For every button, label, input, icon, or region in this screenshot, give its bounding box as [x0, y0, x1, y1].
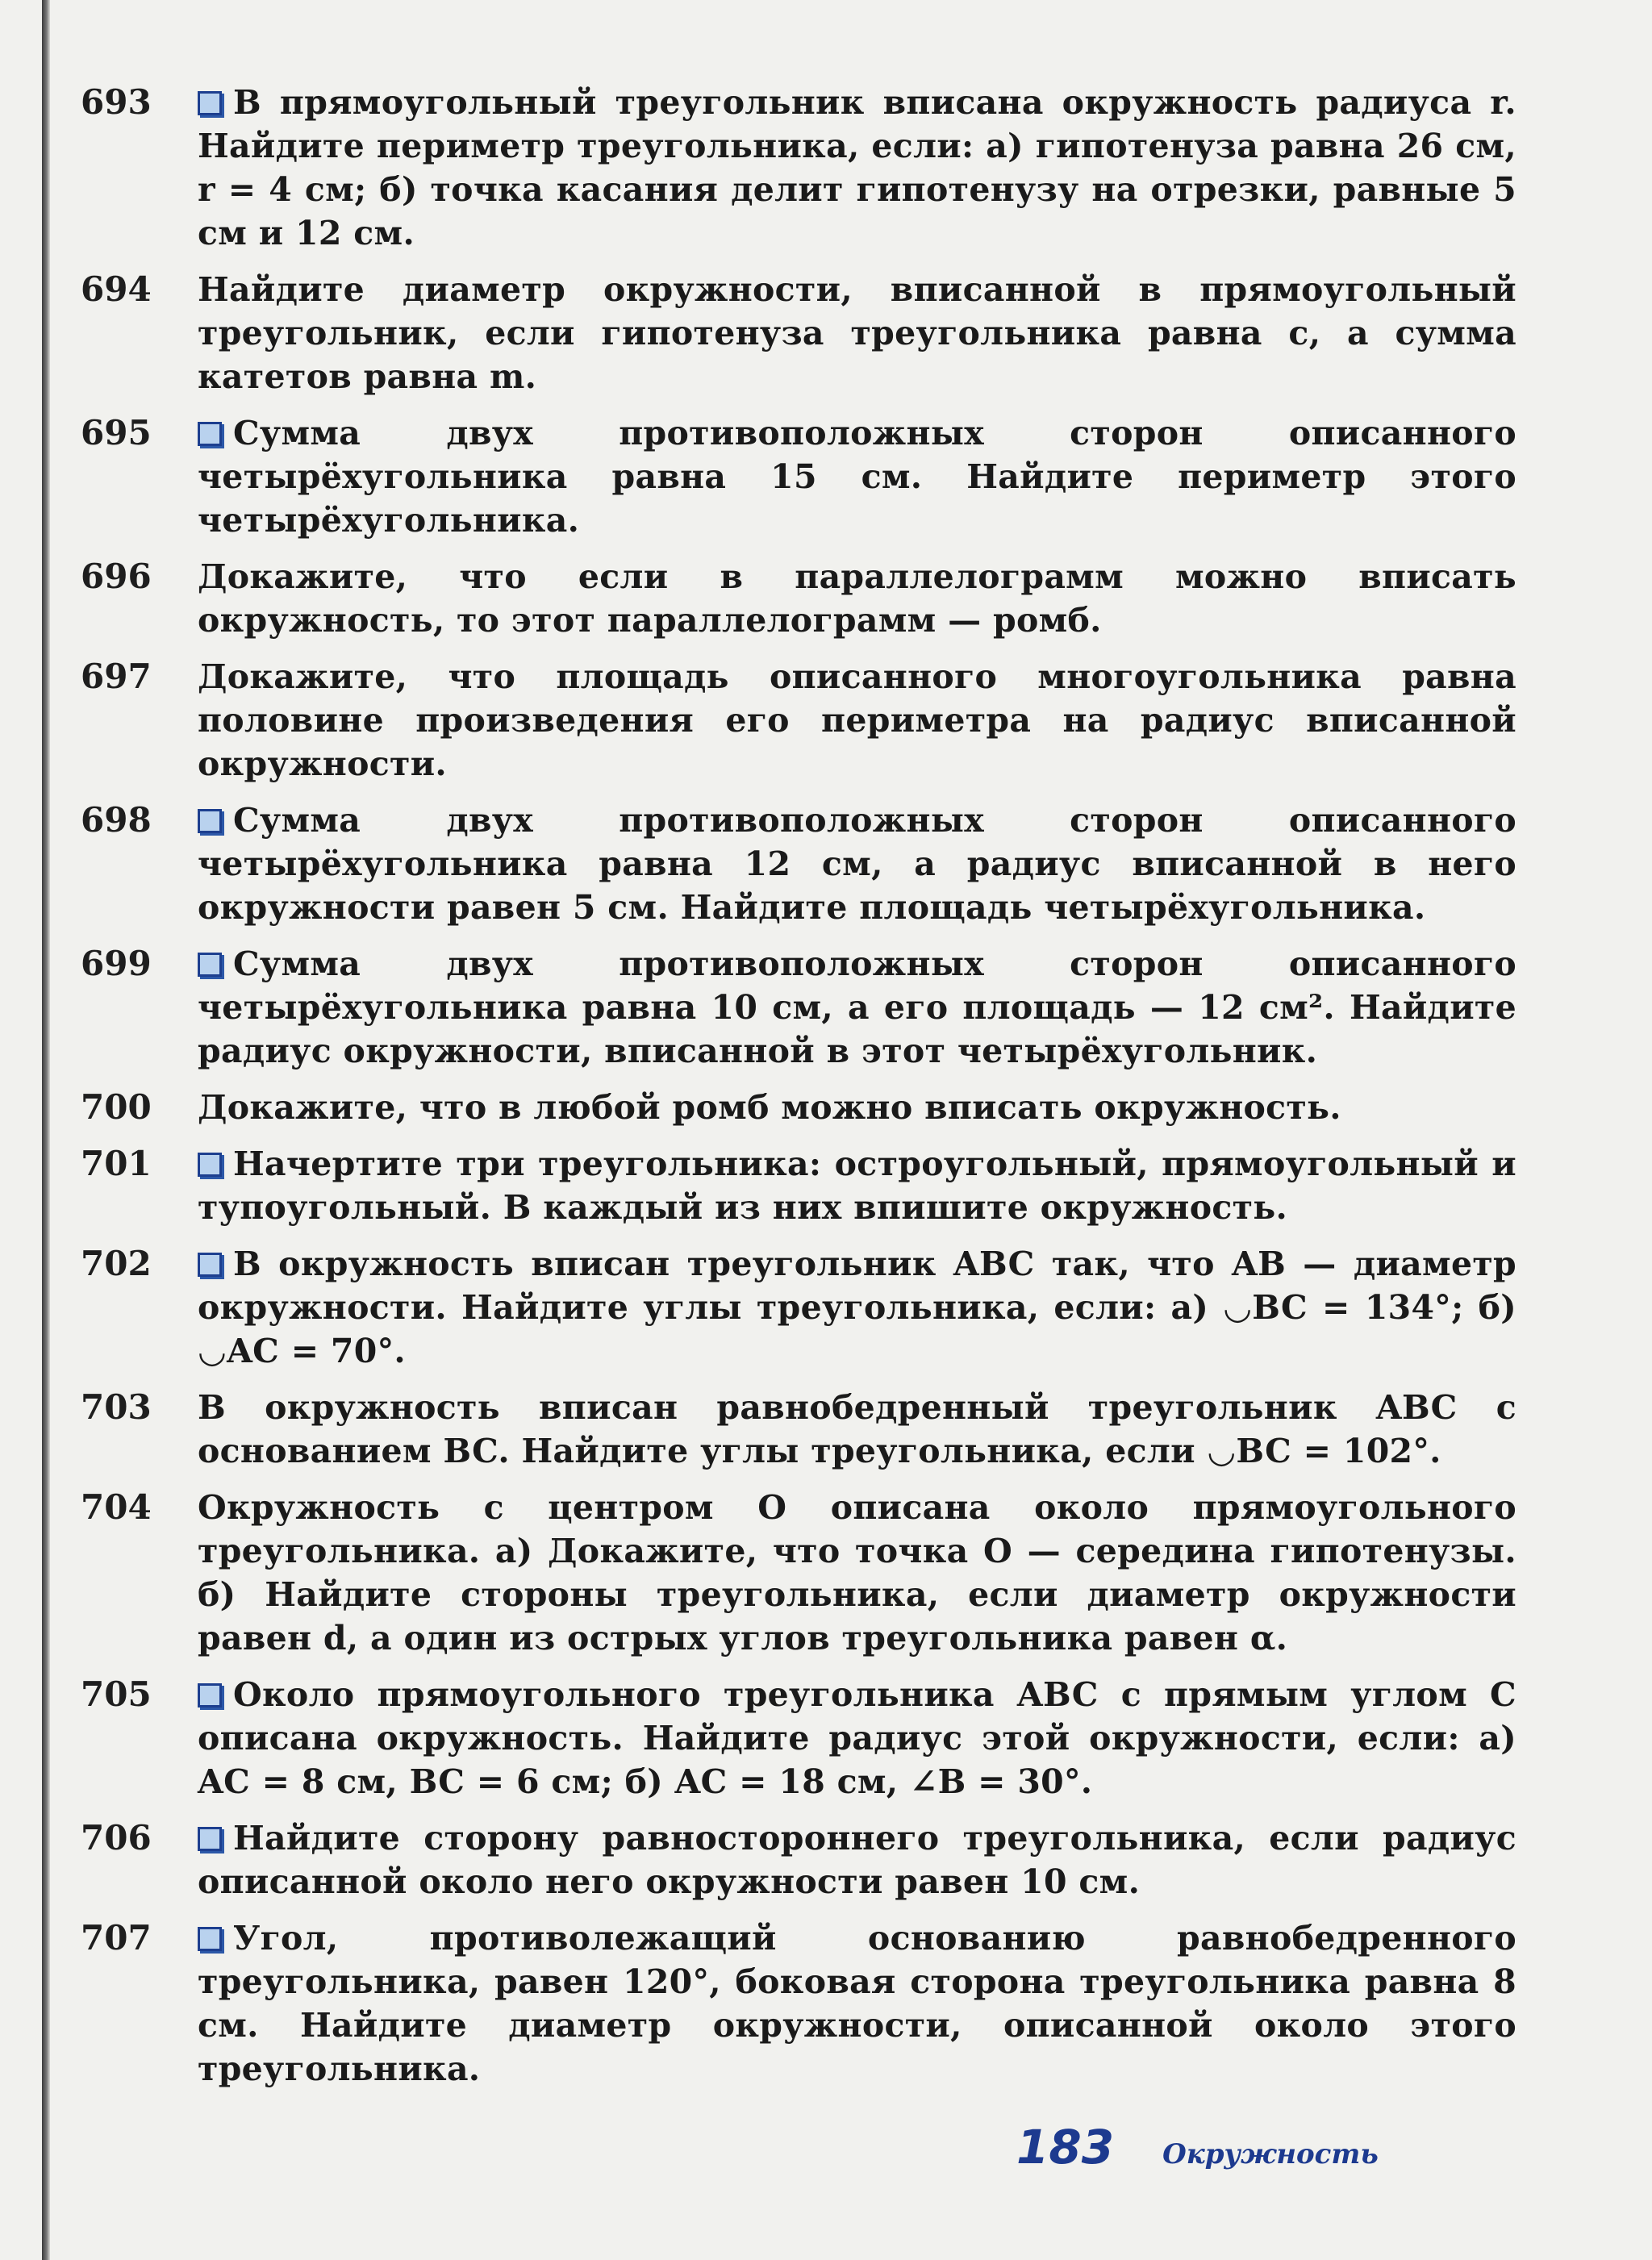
problem-text-block — [198, 81, 1516, 255]
problem-number: 701 — [81, 1144, 152, 1183]
problem-text-block — [198, 942, 1516, 1073]
task-marker-icon — [198, 953, 222, 977]
problem-text-block — [198, 1086, 1516, 1129]
problem-text-block — [198, 1486, 1516, 1660]
problem-text: Найдите диаметр окружности, вписанной в прямоугольный треугольник, если гипотенуза треугольника равна c, а сумма катетов равна m. — [198, 270, 1516, 396]
problem-number: 704 — [81, 1487, 152, 1527]
page-number: 183 — [1016, 2120, 1115, 2175]
running-head: Окружность — [1162, 2138, 1379, 2170]
problem-text: Окружность с центром O описана около прямоугольного треугольника. а) Докажите, что точка O — середина гипотенузы. б) Найдите стороны треугольника, если диаметр окружности равен d, а один из острых углов треугольника равен α. — [198, 1488, 1516, 1657]
page-footer — [1016, 2120, 1379, 2175]
task-marker-icon — [198, 1927, 222, 1951]
problem-text: Докажите, что в любой ромб можно вписать окружность. — [198, 1088, 1341, 1127]
problem-number: 695 — [81, 413, 152, 452]
problem-text: В окружность вписан треугольник ABC так, что AB — диаметр окружности. Найдите углы треугольника, если: а) ◡BC = 134°; б) ◡AC = 70°. — [198, 1245, 1516, 1370]
problem-number: 699 — [81, 944, 152, 983]
problem-text: Около прямоугольного треугольника ABC с прямым углом C описана окружность. Найдите радиус этой окружности, если: а) AC = 8 см, BC = 6 см; б) AC = 18 см, ∠B = 30°. — [198, 1675, 1516, 1801]
task-marker-icon — [198, 91, 222, 115]
problem-number: 697 — [81, 657, 152, 696]
problem-text: Угол, противолежащий основанию равнобедренного треугольника, равен 120°, боковая сторона треугольника равна 8 см. Найдите диаметр окружности, описанной около этого треугольника. — [198, 1919, 1516, 2088]
problem-text: Докажите, что если в параллелограмм можно вписать окружность, то этот параллелограмм — ромб. — [198, 557, 1516, 640]
problem-item — [81, 655, 1516, 786]
problem-text-block — [198, 1816, 1516, 1903]
task-marker-icon — [198, 422, 222, 446]
problem-item — [81, 555, 1516, 642]
problem-text-block — [198, 1386, 1516, 1473]
problem-number: 702 — [81, 1244, 152, 1283]
problem-number: 698 — [81, 800, 152, 840]
problem-number: 700 — [81, 1087, 152, 1127]
problem-item — [81, 799, 1516, 929]
problem-text: Сумма двух противоположных сторон описанного четырёхугольника равна 15 см. Найдите периметр этого четырёхугольника. — [198, 414, 1516, 540]
task-marker-icon — [198, 809, 222, 833]
problem-number: 706 — [81, 1818, 152, 1858]
problem-text: Сумма двух противоположных сторон описанного четырёхугольника равна 12 см, а радиус вписанной в него окружности равен 5 см. Найдите площадь четырёхугольника. — [198, 801, 1516, 927]
problem-text: Начертите три треугольника: остроугольный, прямоугольный и тупоугольный. В каждый из них впишите окружность. — [198, 1145, 1516, 1227]
problem-item — [81, 411, 1516, 542]
book-spine-edge — [42, 0, 50, 2260]
problem-text: Найдите сторону равностороннего треугольника, если радиус описанной около него окружности равен 10 см. — [198, 1819, 1516, 1901]
problem-item — [81, 1916, 1516, 2091]
problem-number: 693 — [81, 82, 152, 122]
problem-item — [81, 1486, 1516, 1660]
problem-text: Сумма двух противоположных сторон описанного четырёхугольника равна 10 см, а его площадь — 12 см². Найдите радиус окружности, вписанной в этот четырёхугольник. — [198, 944, 1516, 1070]
problem-text-block — [198, 655, 1516, 786]
problem-text: В прямоугольный треугольник вписана окружность радиуса r. Найдите периметр треугольника, если: а) гипотенуза равна 26 см, r = 4 см; б) точка касания делит гипотенузу на отрезки, равные 5 см и 12 см. — [198, 83, 1516, 252]
problem-text: В окружность вписан равнобедренный треугольник ABC с основанием BC. Найдите углы треугольника, если ◡BC = 102°. — [198, 1388, 1516, 1470]
problem-item — [81, 1673, 1516, 1803]
problem-number: 705 — [81, 1674, 152, 1714]
task-marker-icon — [198, 1153, 222, 1177]
problem-number: 707 — [81, 1918, 152, 1958]
problem-item — [81, 942, 1516, 1073]
problem-item — [81, 1386, 1516, 1473]
problem-text-block — [198, 268, 1516, 398]
problem-item — [81, 81, 1516, 255]
problem-number: 694 — [81, 269, 152, 309]
task-marker-icon — [198, 1683, 222, 1708]
problem-text-block — [198, 555, 1516, 642]
problem-text: Докажите, что площадь описанного многоугольника равна половине произведения его периметра на радиус вписанной окружности. — [198, 657, 1516, 783]
problem-item — [81, 1242, 1516, 1373]
task-marker-icon — [198, 1253, 222, 1277]
problem-item — [81, 1142, 1516, 1229]
problem-item — [81, 268, 1516, 398]
problem-text-block — [198, 1673, 1516, 1803]
problem-text-block — [198, 1916, 1516, 2091]
task-marker-icon — [198, 1827, 222, 1851]
problem-number: 696 — [81, 557, 152, 596]
problem-text-block — [198, 1242, 1516, 1373]
problem-text-block — [198, 799, 1516, 929]
problem-text-block — [198, 1142, 1516, 1229]
problem-item — [81, 1816, 1516, 1903]
problem-list — [81, 81, 1516, 2104]
problem-text-block — [198, 411, 1516, 542]
problem-number: 703 — [81, 1387, 152, 1427]
problem-item — [81, 1086, 1516, 1129]
